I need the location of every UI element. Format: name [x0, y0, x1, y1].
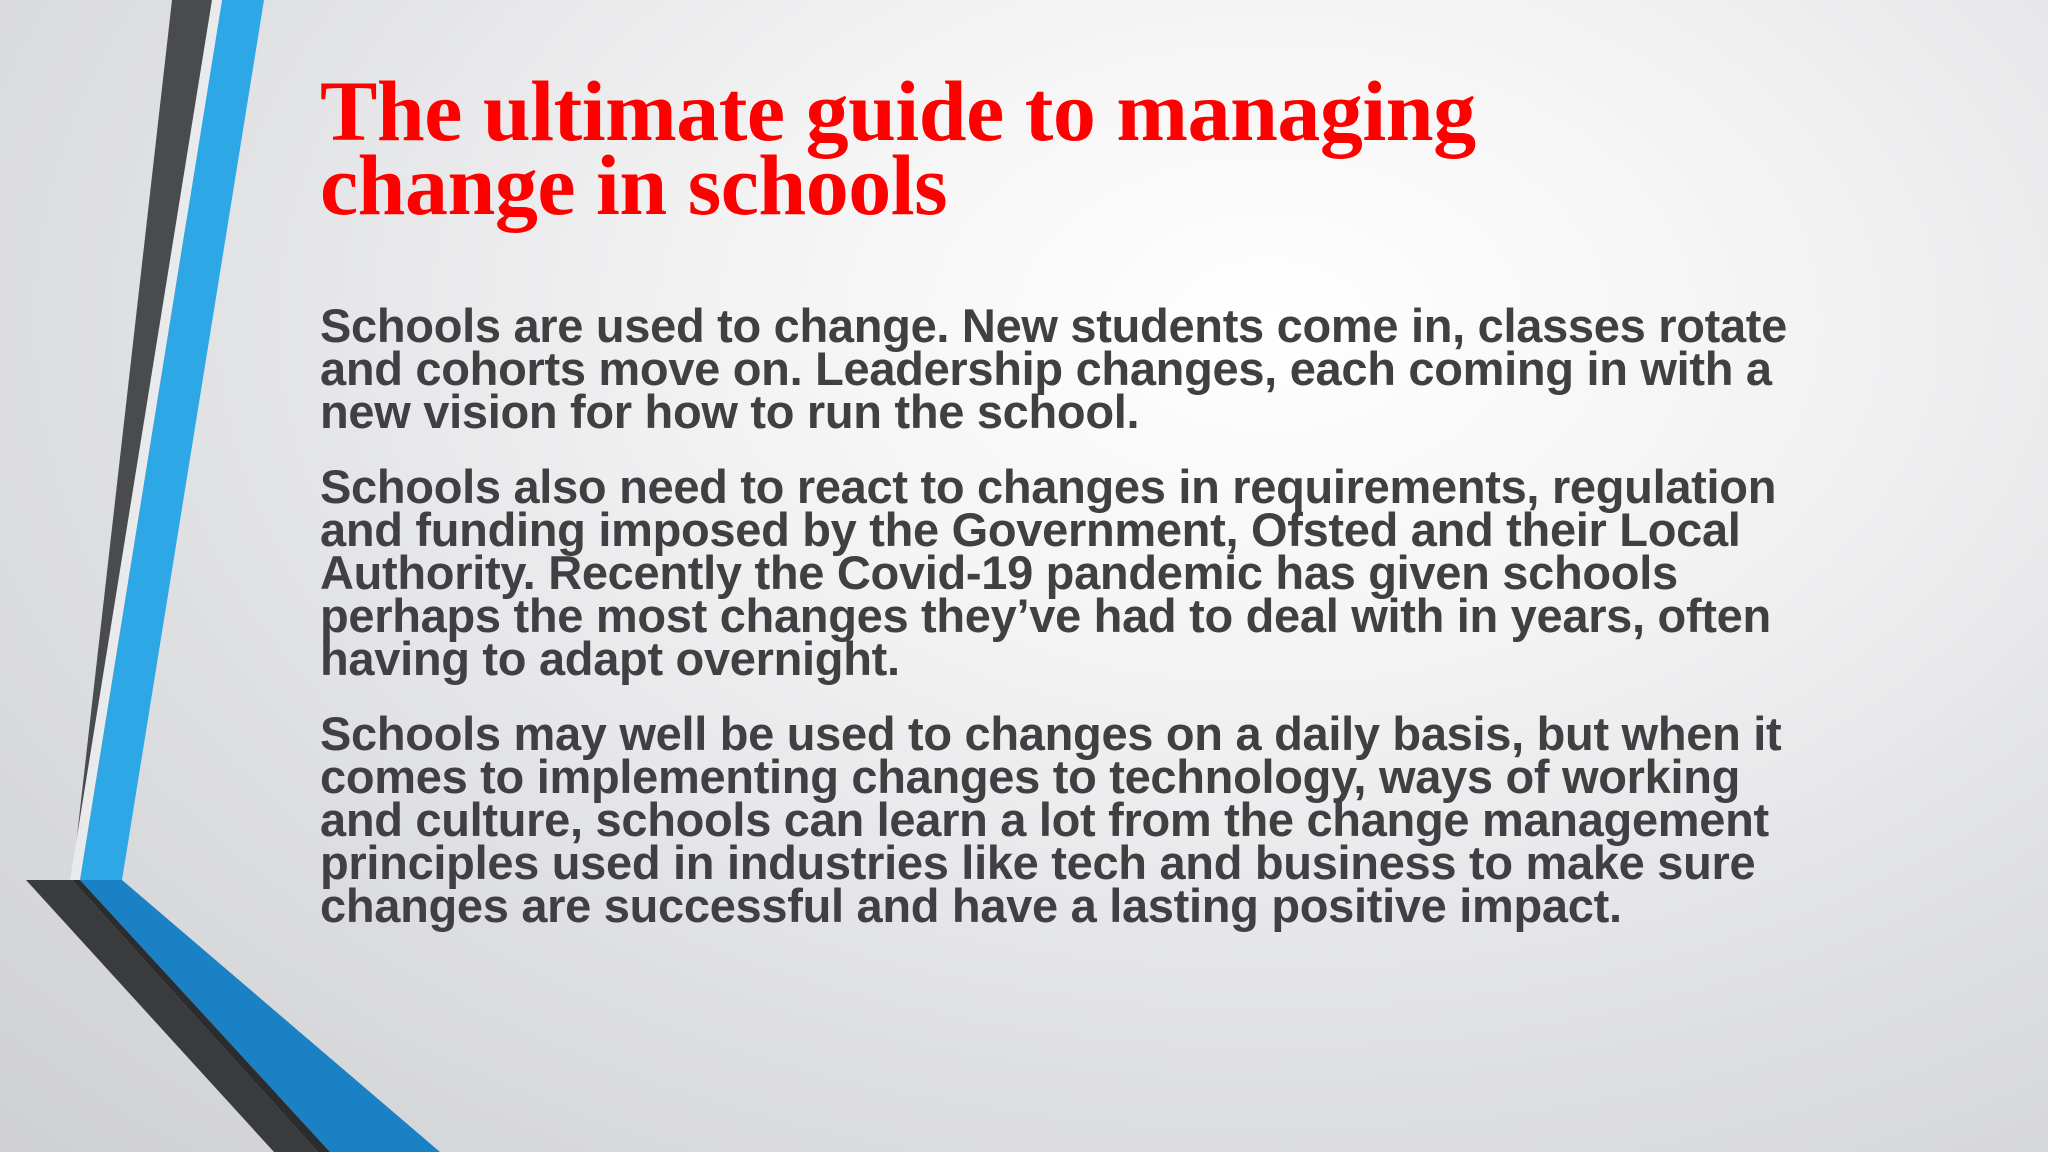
dark-band-lower [72, 880, 330, 1152]
paragraph-3: Schools may well be used to changes on a daily basis, but when it comes to implementing changes to technology, ways of working and culture, schools can learn a lot from the change management principles used in industries like tech and business to make sure changes are successful and have a lasting positive impact. [320, 707, 1782, 932]
paragraph-2: Schools also need to react to changes in requirements, regulation and funding imposed by the Government, Ofsted and their Local Authority. Recently the Covid-19 pandemic has given schools perhaps the most changes they’ve had to deal with in years, often having to adapt overnight. [320, 460, 1777, 685]
white-stripe [70, 0, 222, 880]
slide-title: The ultimate guide to managing change in schools [320, 63, 1476, 233]
paragraph-1: Schools are used to change. New students come in, classes rotate and cohorts move on. Leadership changes, each coming in with a new vision for how to run the school. [320, 299, 1787, 438]
body-text [320, 299, 1810, 959]
